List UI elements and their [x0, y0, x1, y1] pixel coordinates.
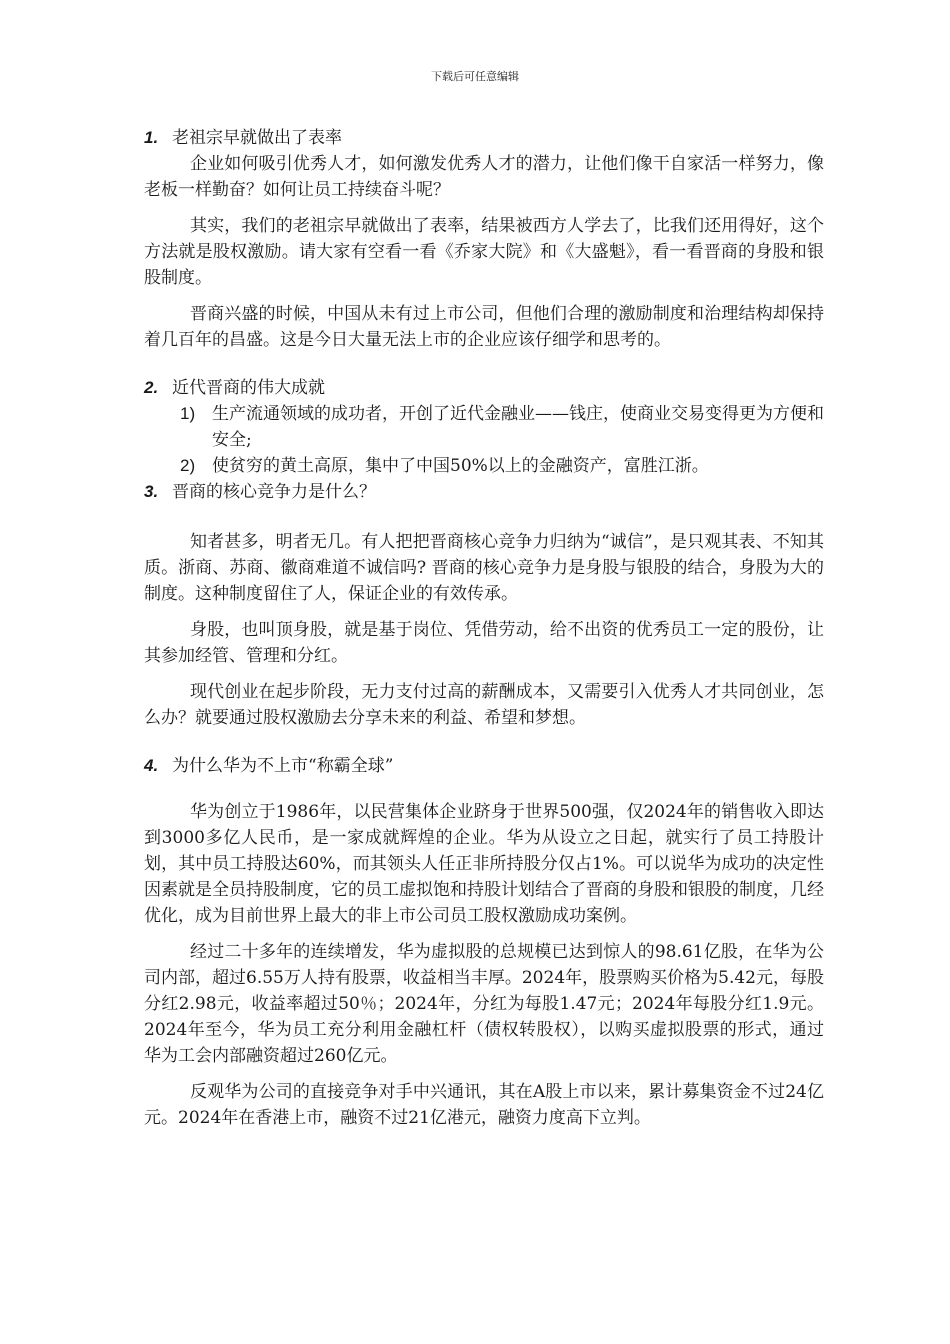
list-number: 2)	[180, 456, 196, 475]
paragraph: 华为创立于1986年，以民营集体企业跻身于世界500强，仅2024年的销售收入即达到3000多亿人民币，是一家成就辉煌的企业。华为从设立之日起，就实行了员工持股计划，其中员工持股达60%，而其领头人任正非所持股分仅占1%。可以说华为成功的决定性因素就是全员持股制度，它的员工虚拟饱和持股计划结合了晋商的身股和银股的制度，几经优化，成为目前世界上最大的非上市公司员工股权激励成功案例。	[144, 802, 824, 926]
paragraph: 反观华为公司的直接竞争对手中兴通讯，其在A股上市以来，累计募集资金不过24亿元。2024年在香港上市，融资不过21亿港元，融资力度高下立判。	[144, 1082, 824, 1128]
page-header: 下载后可任意编辑	[431, 70, 519, 83]
section-2-heading	[144, 375, 824, 401]
list-text: 使贫穷的黄土高原，集中了中国50%以上的金融资产，富胜江浙。	[212, 456, 709, 476]
paragraph: 现代创业在起步阶段，无力支付过高的薪酬成本，又需要引入优秀人才共同创业，怎么办？就要通过股权激励去分享未来的利益、希望和梦想。	[144, 682, 824, 728]
section-3-title: 晋商的核心竞争力是什么？	[172, 482, 376, 502]
list-text: 生产流通领域的成功者，开创了近代金融业——钱庄，使商业交易变得更为方便和安全;	[212, 404, 824, 450]
section-2-number: 2.	[144, 378, 159, 397]
paragraph: 企业如何吸引优秀人才，如何激发优秀人才的潜力，让他们像干自家活一样努力，像老板一样勤奋？如何让员工持续奋斗呢？	[144, 154, 824, 200]
section-1-heading	[144, 125, 824, 151]
paragraph: 其实，我们的老祖宗早就做出了表率，结果被西方人学去了，比我们还用得好，这个方法就是股权激励。请大家有空看一看《乔家大院》和《大盛魁》，看一看晋商的身股和银股制度。	[144, 216, 824, 288]
list-item	[144, 401, 824, 453]
document-body	[144, 125, 824, 1131]
paragraph: 经过二十多年的连续增发，华为虚拟股的总规模已达到惊人的98.61亿股，在华为公司内部，超过6.55万人持有股票，收益相当丰厚。2024年，股票购买价格为5.42元，每股分红2.98元，收益率超过50％；2024年，分红为每股1.47元；2024年每股分红1.9元。2024年至今，华为员工充分利用金融杠杆（债权转股权），以购买虚拟股票的形式，通过华为工会内部融资超过260亿元。	[144, 942, 824, 1066]
paragraph: 身股，也叫顶身股，就是基于岗位、凭借劳动，给不出资的优秀员工一定的股份，让其参加经管、管理和分红。	[144, 620, 824, 666]
section-4-heading	[144, 753, 824, 779]
section-3-number: 3.	[144, 482, 159, 501]
section-1-title: 老祖宗早就做出了表率	[172, 128, 342, 148]
paragraph: 晋商兴盛的时候，中国从未有过上市公司，但他们合理的激励制度和治理结构却保持着几百年的昌盛。这是今日大量无法上市的企业应该仔细学和思考的。	[144, 304, 824, 350]
list-number: 1)	[180, 404, 196, 423]
list-item	[144, 453, 824, 479]
section-3-heading	[144, 479, 824, 505]
section-2-title: 近代晋商的伟大成就	[172, 378, 325, 398]
paragraph: 知者甚多，明者无几。有人把把晋商核心竞争力归纳为“诚信”，是只观其表、不知其质。浙商、苏商、徽商难道不诚信吗? 晋商的核心竞争力是身股与银股的结合，身股为大的制度。这种制度留住了人，保证企业的有效传承。	[144, 532, 824, 604]
section-4-title: 为什么华为不上市“称霸全球”	[172, 756, 394, 776]
section-1-number: 1.	[144, 128, 159, 147]
section-4-number: 4.	[144, 756, 159, 775]
